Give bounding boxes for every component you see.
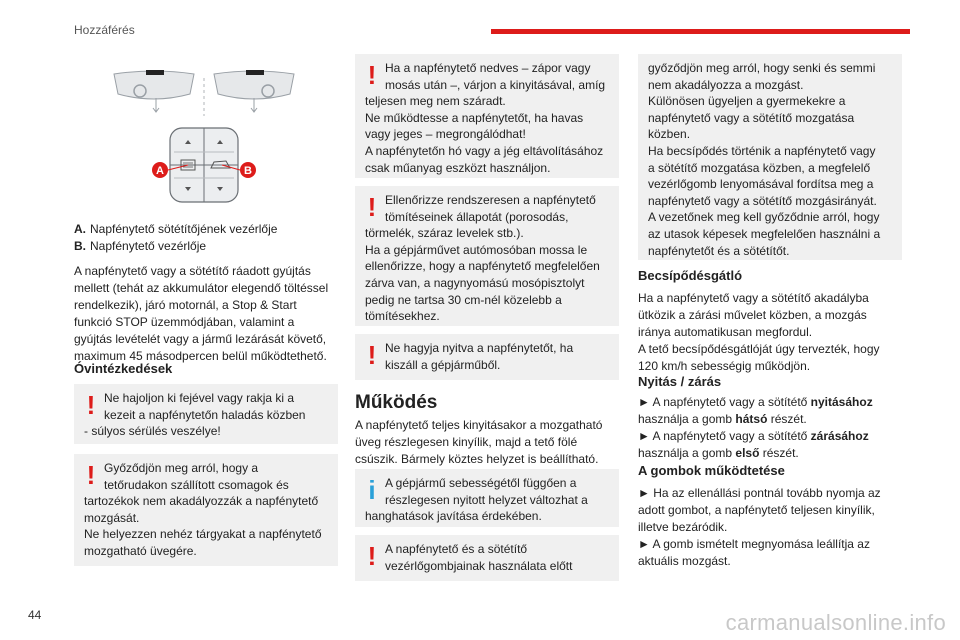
sunroof-control-illustration	[104, 64, 304, 214]
warning-icon: !	[367, 60, 377, 90]
legend-text: Napfénytető sötétítőjének vezérlője	[90, 222, 278, 236]
warning-continued-box: győződjön meg arról, hogy senki és semmi nem akadályozza a mozgást. Különösen ügyeljen a gyermekekre a napfénytető vagy a sötétítő mozgatása közben. Ha becsípődés történik a napfénytető vagy a sötétítő mozgatása közben, a megfelelő vezérlőgomb lenyomásával fordítsa meg a napfénytető vagy a sötétítő mozgásirányát. A vezetőnek meg kell győződnie arról, hogy az utasok képesek megfelelően használni a napfénytetőt és a sötétítőt.	[638, 54, 902, 260]
info-icon: i	[368, 475, 376, 505]
roof-console-left	[114, 70, 194, 112]
operation-paragraph: A napfénytető teljes kinyitásakor a mozgatható üveg részlegesen kinyílik, majd a tető fölé csúszik. Bármely köztes helyzet is beállítható.	[355, 418, 603, 466]
warning-box: ! Ne hagyja nyitva a napfénytetőt, ha kiszáll a gépjárműből.	[355, 334, 619, 380]
warning-box: ! Ne hajoljon ki fejével vagy rakja ki a kezeit a napfénytetőn haladás közben - súlyos sérülés veszélye!	[74, 384, 338, 444]
control-panel	[170, 128, 238, 202]
legend-key: A.	[74, 222, 86, 236]
page-number: 44	[28, 608, 42, 622]
legend-text: Napfénytető vezérlője	[90, 239, 207, 253]
intro-paragraph: A napfénytető vagy a sötétítő ráadott gyújtás mellett (tehát az akkumulátor elegendő töltéssel rendelkezik), járó motornál, a Stop & Start funkció STOP üzemmódjában, valamint a gyújtás levételét vagy a jármű lezárását követő, maximum 45 másodpercen belül működtethető.	[74, 264, 329, 363]
buttons-heading: A gombok működtetése	[638, 463, 785, 478]
warning-icon: !	[367, 192, 377, 222]
label-a: A	[156, 165, 164, 177]
warning-box: ! Ellenőrizze rendszeresen a napfénytető tömítéseinek állapotát (porosodás, törmelék, száraz levelek stb.). Ha a gépjárművet autómosóban mossa le ellenőrizze, hogy a napfénytető megfelelően zárva van, a nagynyomású mosópisztolyt pedig ne tartsa 30 cm-nél közelebb a tömítésekhez.	[355, 186, 619, 326]
warning-box: ! Győződjön meg arról, hogy a tetőrudakon szállított csomagok és tartozékok nem akadályozzák a napfénytető mozgását. Ne helyezzen nehéz tárgyakat a napfénytető mozgatható üvegére.	[74, 454, 338, 566]
legend-item	[74, 221, 338, 238]
open-close-heading: Nyitás / zárás	[638, 374, 722, 389]
roof-console-right	[214, 70, 294, 112]
open-close-paragraph: ► A napfénytető vagy a sötítétő nyitásához használja a gomb hátsó részét. ► A napfénytető vagy a sötítétő zárásához használja a gomb első részét.	[638, 395, 873, 460]
watermark: carmanualsonline.info	[725, 610, 946, 635]
warning-icon: !	[367, 541, 377, 571]
warning-icon: !	[86, 390, 96, 420]
info-box: i A gépjármű sebességétől függően a részlegesen nyitott helyzet változhat a hanghatások javítása érdekében.	[355, 469, 619, 527]
warning-box: ! Ha a napfénytető nedves – zápor vagy mosás után –, várjon a kinyitásával, amíg teljesen meg nem száradt. Ne működtesse a napfénytetőt, ha havas vagy jeges – megrongálódhat! A napfénytetőn hó vagy a jég eltávolításához csak műanyag eszközt használjon.	[355, 54, 619, 178]
warning-icon: !	[86, 460, 96, 490]
section-title: Hozzáférés	[74, 23, 135, 37]
warning-box: ! A napfénytető és a sötétítő vezérlőgombjainak használata előtt	[355, 535, 619, 581]
legend-item	[74, 238, 338, 255]
figure-legend	[74, 221, 338, 255]
legend-key: B.	[74, 239, 86, 253]
pinch-paragraph: Ha a napfénytető vagy a sötétítő akadályba ütközik a zárási művelet közben, a mozgás iránya automatikusan megfordul. A tető becsípődésgátlóját úgy tervezték, hogy 120 km/h sebességig működjön.	[638, 291, 880, 373]
header-accent-bar	[491, 29, 910, 34]
buttons-paragraph: ► Ha az ellenállási pontnál tovább nyomja az adott gombot, a napfénytető teljesen kinyílik, illetve bezáródik. ► A gomb ismételt megnyomása leállítja az aktuális mozgást.	[638, 486, 881, 568]
precautions-heading: Óvintézkedések	[74, 361, 173, 376]
operation-heading: Működés	[355, 392, 438, 413]
label-b: B	[244, 165, 252, 177]
warning-icon: !	[367, 340, 377, 370]
pinch-heading: Becsípődésgátló	[638, 268, 743, 283]
sunroof-control-figure	[104, 64, 304, 214]
